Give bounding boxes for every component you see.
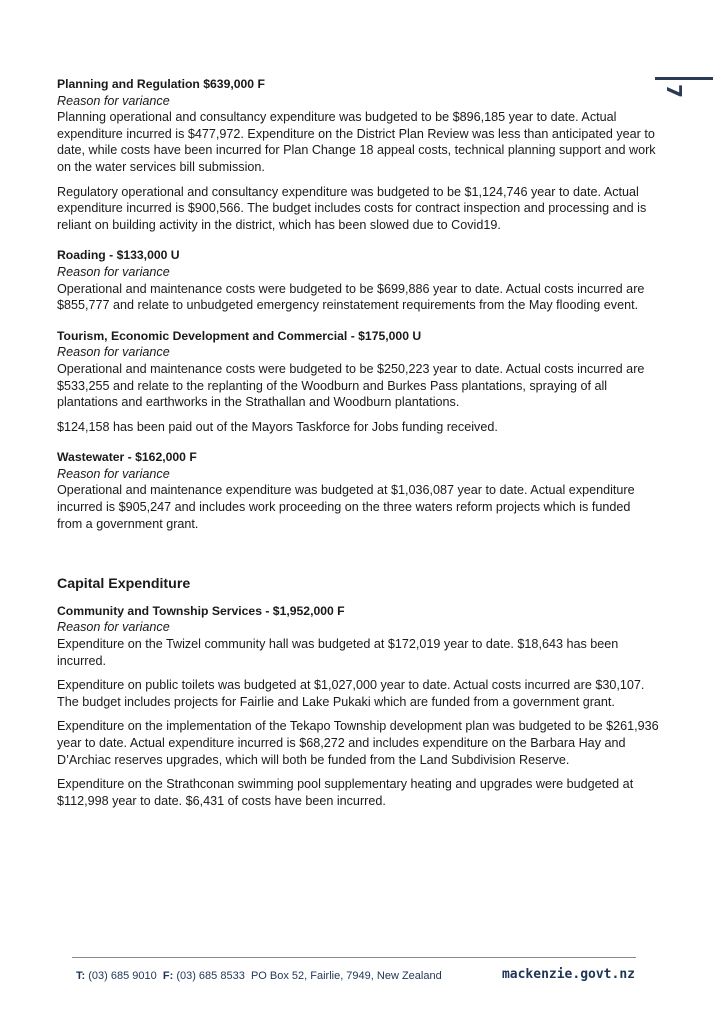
footer-contact [76,970,442,982]
tourism-reason: Reason for variance [57,345,170,360]
planning-paragraph-1: Planning operational and consultancy expenditure was budgeted to be $896,185 year to date. Actual expenditure incurred is $477,972. Expenditure on the District Plan Review was less than anticipated year to date, while costs have been incurred for Plan Change 18 appeal costs, technical planning support and work on the water services bill submission. [57,110,656,174]
roading-paragraph-1: Operational and maintenance costs were budgeted to be $699,886 year to date. Actual costs incurred are $855,777 and relate to unbudgeted emergency reinstatement requirements from the May flooding event. [57,281,645,313]
planning-heading: Planning and Regulation $639,000 F [57,77,265,91]
community-paragraph-3: Expenditure on the implementation of the Tekapo Township development plan was budgeted to be $261,936 year to date. Actual expenditure incurred is $68,272 and includes expenditure on the Barbara Hay and D’Archiac reserves upgrades, which will both be funded from the Land Subdivision Reserve. [57,719,659,767]
wastewater-paragraph-1: Operational and maintenance expenditure was budgeted at $1,036,087 year to date. Actual expenditure incurred is $905,247 and includes work proceeding on the three waters reform projects which is funded from a government grant. [57,483,635,531]
planning-paragraph-2: Regulatory operational and consultancy expenditure was budgeted to be $1,124,746 year to date. Actual expenditure incurred is $900,566. The budget includes costs for contract inspection and processing and is reliant on building activity in the district, which has been slowed due to Covid19. [57,184,647,232]
footer-divider [72,957,636,958]
roading-heading: Roading - $133,000 U [57,248,180,263]
website-link[interactable]: mackenzie.govt.nz [501,967,635,982]
community-paragraph-1: Expenditure on the Twizel community hall was budgeted at $172,019 year to date. $18,643 has been incurred. [57,637,619,668]
document-body [57,76,659,809]
tourism-paragraph-2: $124,158 has been paid out of the Mayors Taskforce for Jobs funding received. [57,419,498,434]
postal-address: PO Box 52, Fairlie, 7949, New Zealand [250,970,442,982]
community-paragraph-4: Expenditure on the Strathconan swimming pool supplementary heating and upgrades were budgeted at $112,998 year to date. $6,431 of costs have been incurred. [57,777,634,808]
wastewater-heading: Wastewater - $162,000 F [57,450,197,465]
roading-reason: Reason for variance [57,264,170,279]
tourism-paragraph-1: Operational and maintenance costs were budgeted to be $250,223 year to date. Actual costs incurred are $533,255 and relate to the replanting of the Woodburn and Burkes Pass plantations, spraying of all plantations and earthworks in the Strathallan and Woodburn plantations. [57,361,645,410]
page-number-bar [655,77,713,80]
capital-expenditure-title: Capital Expenditure [57,576,191,593]
planning-reason: Reason for variance [57,93,170,108]
community-paragraph-2: Expenditure on public toilets was budgeted at $1,027,000 year to date. Actual costs incurred are $30,107. The budget includes projects for Fairlie and Lake Pukaki which are funded from a government grant. [57,678,645,709]
tourism-heading: Tourism, Economic Development and Commercial - $175,000 U [57,328,422,343]
phone-label: T: [76,970,86,982]
community-heading: Community and Township Services - $1,952,000 F [57,603,345,618]
wastewater-reason: Reason for variance [57,466,170,481]
community-reason: Reason for variance [57,620,170,635]
fax-value: (03) 685 8533 [176,970,245,982]
page-number: 7 [662,84,686,98]
fax-label: F: [162,970,174,982]
phone-value: (03) 685 9010 [88,970,157,982]
